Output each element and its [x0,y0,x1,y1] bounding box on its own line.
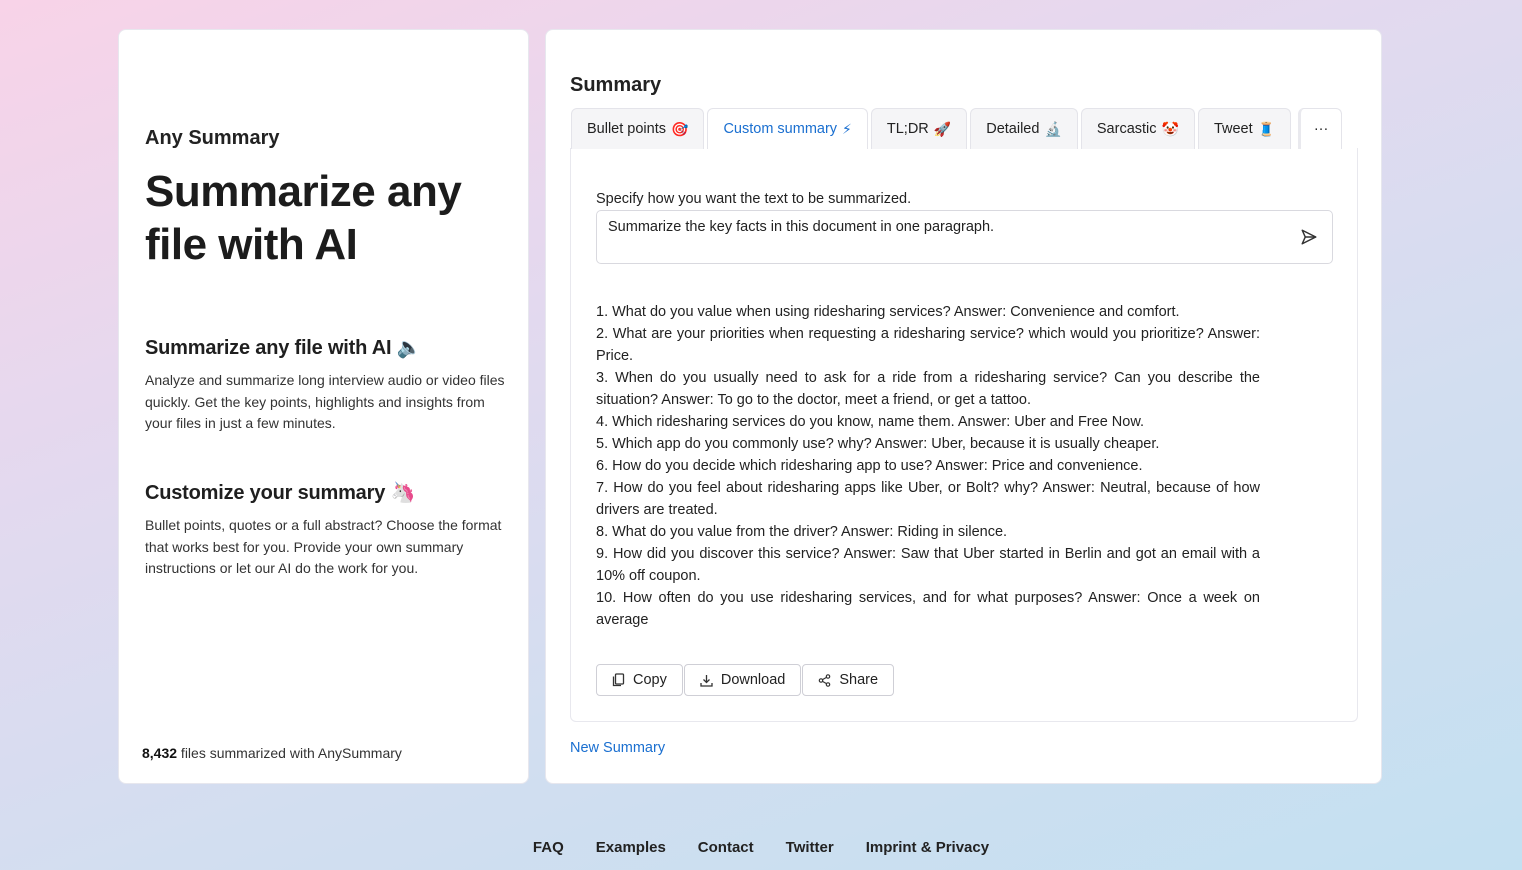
feature-text-customize: Bullet points, quotes or a full abstract? Choose the format that works best for you. Provide your own summary instructions or let our AI do the work for you. [145,517,502,576]
send-icon[interactable] [1300,228,1318,246]
feature-title-summarize: Summarize any file with AI 🔈 [145,337,422,359]
result-line: 5. Which app do you commonly use? why? Answer: Uber, because it is usually cheaper. [596,436,1160,452]
tab-label: Bullet points [587,121,666,137]
summary-title: Summary [570,74,662,96]
result-line: 1. What do you value when using ridesharing services? Answer: Convenience and comfort. [596,304,1180,320]
result-line: 10. How often do you use ridesharing services, and for what purposes? Answer: Once a week on average [596,590,1260,628]
files-count: 8,432 [142,745,178,761]
files-summarized-stat [142,745,402,761]
instruction-label: Specify how you want the text to be summarized. [596,191,912,207]
download-label: Download [720,672,786,688]
copy-label: Copy [633,672,667,688]
result-line: 4. Which ridesharing services do you know, name them. Answer: Uber and Free Now. [596,414,1145,430]
footer-link-twitter[interactable]: Twitter [785,839,834,856]
result-line: 9. How did you discover this service? Answer: Saw that Uber started in Berlin and got an email with a 10% off coupon. [596,546,1260,584]
tab-tldr[interactable] [871,108,967,149]
download-icon [700,674,713,687]
hero-heading: Summarize any file with AI [145,167,462,269]
result-line: 7. How do you feel about ridesharing apps like Uber, or Bolt? why? Answer: Neutral, because of how drivers are treated. [596,480,1260,518]
result-line: 8. What do you value from the driver? Answer: Riding in silence. [596,524,1008,540]
footer-link-examples[interactable]: Examples [595,839,666,856]
target-icon: 🎯 [671,120,689,137]
tab-label: Custom summary [723,121,838,137]
clown-icon: 🤡 [1161,120,1179,137]
summary-result [596,301,1260,631]
tab-sarcastic[interactable] [1081,108,1195,149]
lightning-icon: ⚡ [842,120,852,137]
download-button[interactable] [684,664,802,696]
result-actions [596,664,895,696]
tab-tweet[interactable] [1198,108,1291,149]
tab-label: TL;DR [886,121,929,137]
tab-more-button[interactable]: ··· [1298,108,1342,149]
footer-link-faq[interactable]: FAQ [532,839,564,856]
files-count-label: files summarized with AnySummary [177,745,402,761]
copy-button[interactable] [596,664,683,696]
tab-label: Sarcastic [1096,121,1157,137]
result-line: 3. When do you usually need to ask for a ride from a ridesharing service? Can you describe the situation? Answer: To go to the doctor, meet a friend, or get a tattoo. [596,370,1260,408]
intro-card [118,29,529,784]
feature-title-customize: Customize your summary 🦄 [145,482,416,504]
tab-detailed[interactable] [970,108,1078,149]
rocket-icon: 🚀 [933,120,952,137]
tab-label: Detailed [986,121,1040,137]
share-icon [818,674,831,687]
share-button[interactable] [802,664,894,696]
brand-name: Any Summary [145,127,280,149]
result-line: 2. What are your priorities when requesting a ridesharing service? which would you prioritize? Answer: Price. [596,326,1260,364]
copy-icon [612,673,625,687]
tab-custom-summary[interactable] [707,108,867,149]
summary-card [545,29,1382,784]
microscope-icon: 🔬 [1044,120,1062,137]
instruction-input[interactable] [596,210,1333,264]
instruction-input-value: Summarize the key facts in this document in one paragraph. [608,219,995,235]
thread-icon: 🧵 [1257,120,1276,137]
share-label: Share [839,672,879,688]
footer-link-contact[interactable]: Contact [697,839,754,856]
tab-bullet-points[interactable] [571,108,704,149]
summary-tabs [571,108,1345,149]
new-summary-link[interactable]: New Summary [570,740,666,756]
result-line: 6. How do you decide which ridesharing app to use? Answer: Price and convenience. [596,458,1143,474]
tab-label: Tweet [1213,121,1253,137]
custom-summary-panel [570,148,1358,722]
footer-link-imprint-privacy[interactable]: Imprint & Privacy [865,839,990,856]
feature-text-summarize: Analyze and summarize long interview audio or video files quickly. Get the key points, highlights and insights from your files in just a few minutes. [145,372,505,431]
footer-nav [0,839,1522,856]
